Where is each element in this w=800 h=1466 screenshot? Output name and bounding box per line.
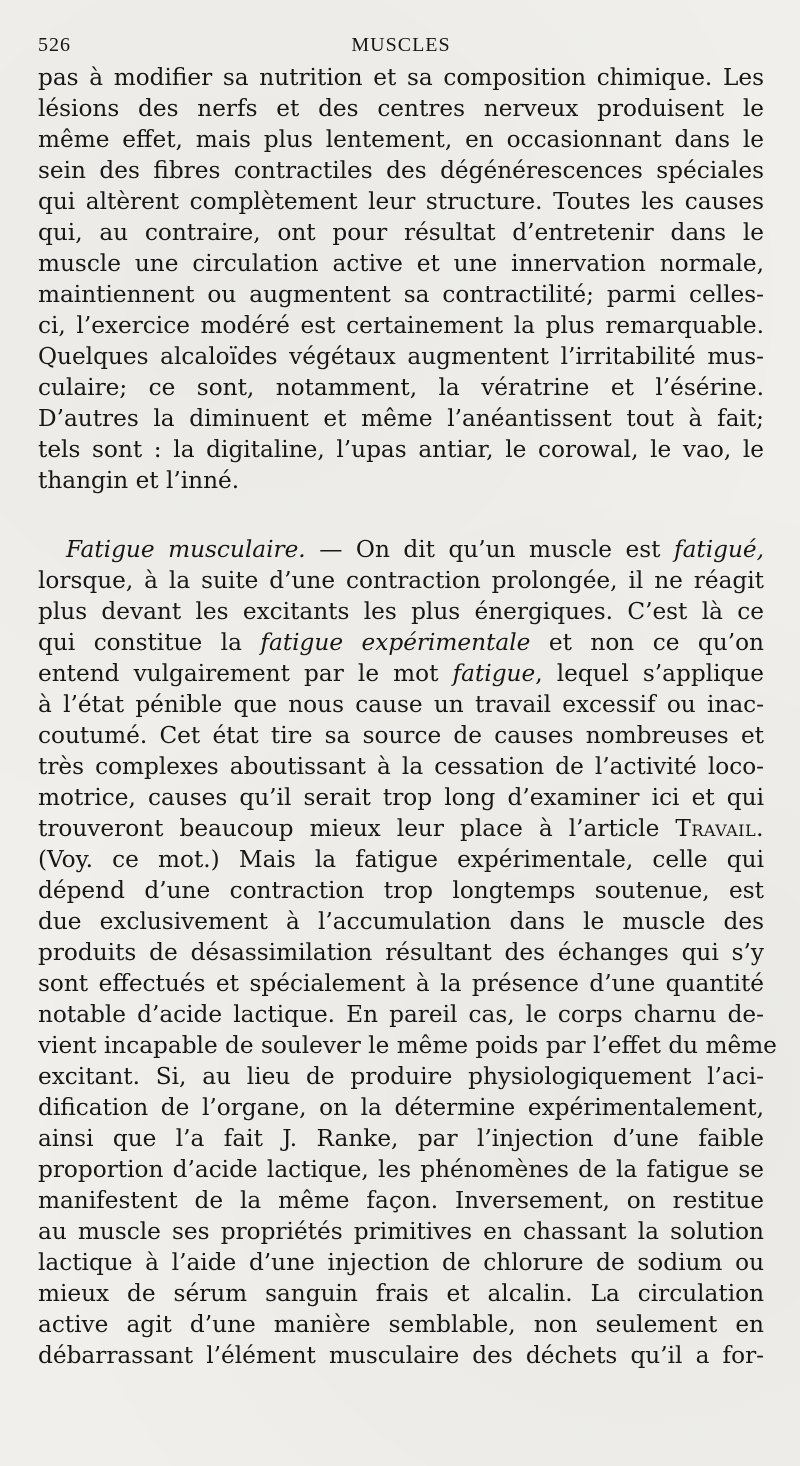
text-line: D’autres la diminuent et même l’anéantissent tout à fait; <box>38 405 764 432</box>
text-line: qui constitue la fatigue expérimentale et non ce qu’on <box>38 629 764 656</box>
text-line: active agit d’une manière semblable, non seulement en <box>38 1311 764 1338</box>
page-number: 526 <box>38 34 71 56</box>
text-line: coutumé. Cet état tire sa source de causes nombreuses et <box>38 722 764 749</box>
text-line: entend vulgairement par le mot fatigue, lequel s’applique <box>38 660 764 687</box>
text-line: excitant. Si, au lieu de produire physiologiquement l’aci- <box>38 1063 764 1090</box>
text-line: débarrassant l’élément musculaire des déchets qu’il a for- <box>38 1342 764 1369</box>
text-line: à l’état pénible que nous cause un travail excessif ou inac- <box>38 691 764 718</box>
paragraph-nutrition <box>38 62 764 496</box>
text-line: lésions des nerfs et des centres nerveux produisent le <box>38 95 764 122</box>
text-line: Quelques alcaloïdes végétaux augmentent l’irritabilité mus- <box>38 343 764 370</box>
text-line: proportion d’acide lactique, les phénomènes de la fatigue se <box>38 1156 764 1183</box>
text-line: lactique à l’aide d’une injection de chlorure de sodium ou <box>38 1249 764 1276</box>
text-line: plus devant les excitants les plus énergiques. C’est là ce <box>38 598 764 625</box>
text-line: trouveront beaucoup mieux leur place à l’article Travail. <box>38 815 764 842</box>
italic-term: fatigue expérimentale <box>260 629 531 656</box>
italic-term: fatigué, <box>673 536 764 563</box>
section-heading: Fatigue musculaire. <box>66 536 306 563</box>
text-line: mieux de sérum sanguin frais et alcalin. La circulation <box>38 1280 764 1307</box>
text-line: manifestent de la même façon. Inversement, on restitue <box>38 1187 764 1214</box>
running-head <box>38 28 764 62</box>
text-line: au muscle ses propriétés primitives en chassant la solution <box>38 1218 764 1245</box>
cross-reference: Travail. <box>675 815 764 842</box>
text-line: vient incapable de soulever le même poids par l’effet du même <box>38 1032 777 1059</box>
paragraph-gap <box>38 496 764 534</box>
text-line: très complexes aboutissant à la cessation de l’activité loco- <box>38 753 764 780</box>
text-line: ci, l’exercice modéré est certainement la plus remarquable. <box>38 312 764 339</box>
text-line: (Voy. ce mot.) Mais la fatigue expérimentale, celle qui <box>38 846 764 873</box>
text-line: dépend d’une contraction trop longtemps soutenue, est <box>38 877 764 904</box>
text-line: muscle une circulation active et une innervation normale, <box>38 250 764 277</box>
text-line: due exclusivement à l’accumulation dans le muscle des <box>38 908 764 935</box>
header-title: MUSCLES <box>351 34 451 56</box>
text-line: même effet, mais plus lentement, en occasionnant dans le <box>38 126 764 153</box>
text-line: pas à modifier sa nutrition et sa composition chimique. Les <box>38 64 764 91</box>
paragraph-fatigue <box>38 534 777 1371</box>
text-line: produits de désassimilation résultant des échanges qui s’y <box>38 939 764 966</box>
text-line: notable d’acide lactique. En pareil cas, le corps charnu de- <box>38 1001 764 1028</box>
text-line: qui altèrent complètement leur structure. Toutes les causes <box>38 188 764 215</box>
text-line: dification de l’organe, on la détermine expérimentalement, <box>38 1094 764 1121</box>
text-line: sont effectués et spécialement à la présence d’une quantité <box>38 970 764 997</box>
text-line: thangin et l’inné. <box>38 467 240 494</box>
italic-term: fatigue <box>452 660 536 687</box>
text-line: maintiennent ou augmentent sa contractilité; parmi celles- <box>38 281 764 308</box>
text-line: ainsi que l’a fait J. Ranke, par l’injection d’une faible <box>38 1125 764 1152</box>
text-line: culaire; ce sont, notamment, la vératrine et l’ésérine. <box>38 374 764 401</box>
text-line: lorsque, à la suite d’une contraction prolongée, il ne réagit <box>38 567 764 594</box>
text-line: sein des fibres contractiles des dégénérescences spéciales <box>38 157 764 184</box>
text-line: qui, au contraire, ont pour résultat d’entretenir dans le <box>38 219 764 246</box>
text-line: tels sont : la digitaline, l’upas antiar, le corowal, le vao, le <box>38 436 764 463</box>
text-line: motrice, causes qu’il serait trop long d’examiner ici et qui <box>38 784 764 811</box>
text-line: Fatigue musculaire. — On dit qu’un muscle est fatigué, <box>66 536 764 563</box>
